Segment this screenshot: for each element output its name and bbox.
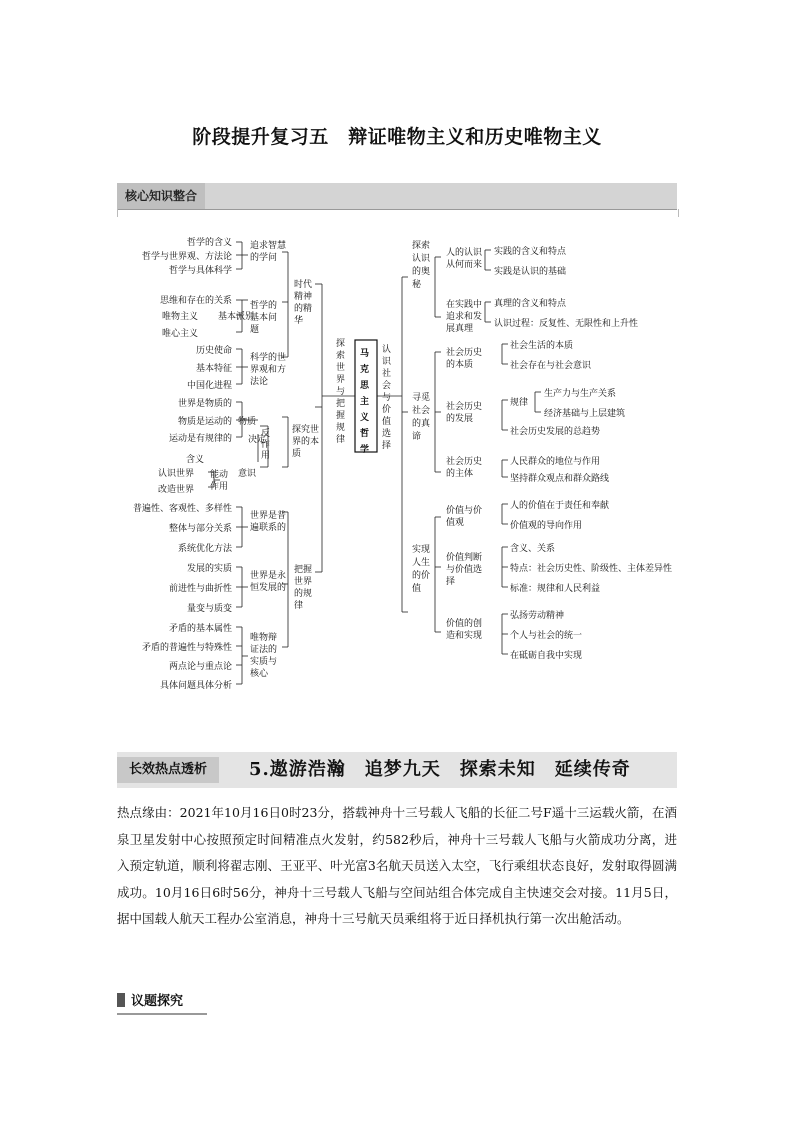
mm-contain-rel: 含义、关系 bbox=[510, 544, 556, 554]
mm-dev-essence: 发展的实质 bbox=[186, 564, 232, 574]
mm-univ-obj: 普遍性、客观性、多样性 bbox=[132, 504, 232, 514]
mm-truth-seek: 在实践中追求和发展真理 bbox=[446, 300, 483, 334]
mm-mass-line: 坚持群众观点和群众路线 bbox=[510, 474, 610, 484]
mm-realize-life: 实现人生的价值 bbox=[412, 545, 431, 594]
mm-sci-view: 科学的世界观和方法论 bbox=[250, 353, 287, 387]
mm-left-branch: 探索世界与把握规律 bbox=[336, 339, 346, 445]
mm-world-material: 世界是物质的 bbox=[177, 399, 232, 409]
topic-underline bbox=[117, 1013, 207, 1015]
mm-materialism: 唯物主义 bbox=[161, 312, 198, 322]
mm-explore-cog: 探索认识的奥秘 bbox=[412, 241, 431, 290]
mm-value-guide: 价值观的导向作用 bbox=[510, 521, 583, 531]
topic-label: 议题探究 bbox=[131, 994, 184, 1009]
mm-truth-meaning: 真理的含义和特点 bbox=[494, 299, 567, 309]
mm-root: 马克思主义哲学 bbox=[360, 349, 370, 455]
mm-person-soc: 个人与社会的统一 bbox=[510, 631, 583, 641]
mm-two-points: 两点论与重点论 bbox=[168, 662, 232, 672]
mm-system-opt: 系统优化方法 bbox=[177, 544, 232, 554]
mm-progress-twist: 前进性与曲折性 bbox=[168, 584, 232, 594]
mm-law: 规律 bbox=[510, 398, 529, 408]
mm-being-conscious: 社会存在与社会意识 bbox=[510, 361, 592, 371]
mm-soc-material: 社会生活的本质 bbox=[510, 341, 574, 351]
mm-basic-q: 哲学的基本问题 bbox=[250, 301, 278, 335]
mm-standard: 标准：规律和人民利益 bbox=[510, 584, 601, 594]
mm-soc-trend: 社会历史发展的总趋势 bbox=[510, 427, 601, 437]
core-section-bar bbox=[117, 183, 677, 210]
mm-era: 时代精神的精华 bbox=[294, 280, 313, 326]
mm-moving-law: 运动是有规律的 bbox=[168, 434, 232, 444]
mm-value-create: 价值的创造和实现 bbox=[446, 619, 483, 641]
mm-labor-spirit: 弘扬劳动精神 bbox=[510, 611, 565, 621]
core-section-label: 核心知识整合 bbox=[117, 183, 205, 209]
mm-essence-core: 唯物辩证法的实质与核心 bbox=[250, 633, 278, 679]
mm-seek-society: 寻觅社会的真谛 bbox=[412, 393, 431, 442]
mm-life-value: 人的价值在于责任和奉献 bbox=[510, 501, 610, 511]
mm-thought-exist: 思维和存在的关系 bbox=[159, 296, 232, 306]
mm-value-view: 价值与价值观 bbox=[446, 506, 483, 528]
mm-universal: 世界是普遍联系的 bbox=[250, 511, 287, 533]
mm-know-world: 认识世界 bbox=[157, 469, 194, 479]
mm-meaning: 含义 bbox=[185, 455, 204, 465]
bullet-mark-icon bbox=[117, 993, 125, 1007]
mm-concrete: 具体问题具体分析 bbox=[159, 681, 232, 691]
mm-matter-moving: 物质是运动的 bbox=[177, 417, 232, 427]
core-frame bbox=[117, 209, 679, 217]
mm-hist-mission: 历史使命 bbox=[195, 346, 232, 356]
mm-right-branch: 认识社会与价值选择 bbox=[382, 345, 392, 451]
mm-cog-origin: 人的认识从何而来 bbox=[446, 248, 483, 270]
mm-react: 反作用 bbox=[261, 429, 271, 461]
mm-matter: 物质 bbox=[238, 417, 257, 427]
mm-people-status: 人民群众的地位与作用 bbox=[510, 457, 601, 467]
mm-wisdom: 追求智慧的学问 bbox=[250, 241, 287, 263]
page-title: 阶段提升复习五 辩证唯物主义和历史唯物主义 bbox=[192, 126, 602, 148]
mm-cog-process: 认识过程：反复性、无限性和上升性 bbox=[494, 319, 639, 329]
mm-initiative: 能动作用 bbox=[210, 470, 229, 492]
mm-soc-essence: 社会历史的本质 bbox=[446, 348, 483, 370]
mm-practice-basis: 实践是认识的基础 bbox=[494, 267, 567, 277]
mm-developing: 世界是永恒发展的 bbox=[250, 571, 287, 593]
mm-grasp-law: 把握世界的规律 bbox=[294, 565, 313, 611]
topic-heading bbox=[117, 992, 183, 1012]
mm-basic-camp: 基本派别 bbox=[218, 312, 255, 322]
mm-explore-nature: 探究世界的本质 bbox=[292, 425, 320, 459]
hot-section-bar bbox=[117, 752, 677, 788]
mm-quant-qual: 量变与质变 bbox=[186, 604, 232, 614]
hot-section-label: 长效热点透析 bbox=[117, 757, 219, 783]
mm-practice-meaning: 实践的含义和特点 bbox=[494, 247, 567, 257]
mm-basic-feature: 基本特征 bbox=[195, 364, 232, 374]
mm-whole-part: 整体与部分关系 bbox=[168, 524, 232, 534]
mm-decide: 决定 bbox=[248, 435, 267, 445]
mm-features: 特点：社会历史性、阶级性、主体差异性 bbox=[510, 564, 673, 574]
mm-econ-base: 经济基础与上层建筑 bbox=[544, 409, 626, 419]
hot-reason-paragraph: 热点缘由：2021年10月16日0时23分，搭载神舟十三号载人飞船的长征二号F遥十三运载火箭，在酒泉卫星发射中心按照预定时间精准点火发射，约582秒后，神舟十三号载人飞船与火箭成功分离，进入预定轨道，顺利将翟志刚、王亚平、叶光富3名航天员送入太空，飞行乘组状态良好，发射取得圆满成功。10月16日6时56分，神舟十三号载人飞船与空间站组合体完成自主快速交会对接。11月5日，据中国载人航天工程办公室消息，神舟十三号航天员乘组将于近日择机执行第一次出舱活动。 bbox=[117, 805, 677, 926]
mm-consciousness: 意识 bbox=[238, 469, 257, 479]
mm-phil-sci: 哲学与具体科学 bbox=[168, 266, 232, 276]
mm-grind: 在砥砺自我中实现 bbox=[510, 651, 583, 661]
mm-phil-world: 哲学与世界观、方法论 bbox=[141, 252, 232, 262]
mm-contra-univ: 矛盾的普遍性与特殊性 bbox=[141, 643, 232, 653]
mm-soc-subject: 社会历史的主体 bbox=[446, 457, 483, 479]
concept-map bbox=[110, 222, 690, 697]
mm-productivity: 生产力与生产关系 bbox=[544, 389, 617, 399]
mm-sinicize: 中国化进程 bbox=[186, 381, 232, 391]
mm-contra-attr: 矛盾的基本属性 bbox=[168, 624, 232, 634]
mm-idealism: 唯心主义 bbox=[161, 329, 198, 339]
mm-value-judge: 价值判断与价值选择 bbox=[446, 553, 483, 587]
mm-soc-dev: 社会历史的发展 bbox=[446, 402, 483, 424]
hot-section-title: 5.遨游浩瀚 追梦九天 探索未知 延续传奇 bbox=[249, 759, 631, 780]
mm-change-world: 改造世界 bbox=[157, 485, 194, 495]
mm-phil-meaning: 哲学的含义 bbox=[186, 238, 232, 248]
